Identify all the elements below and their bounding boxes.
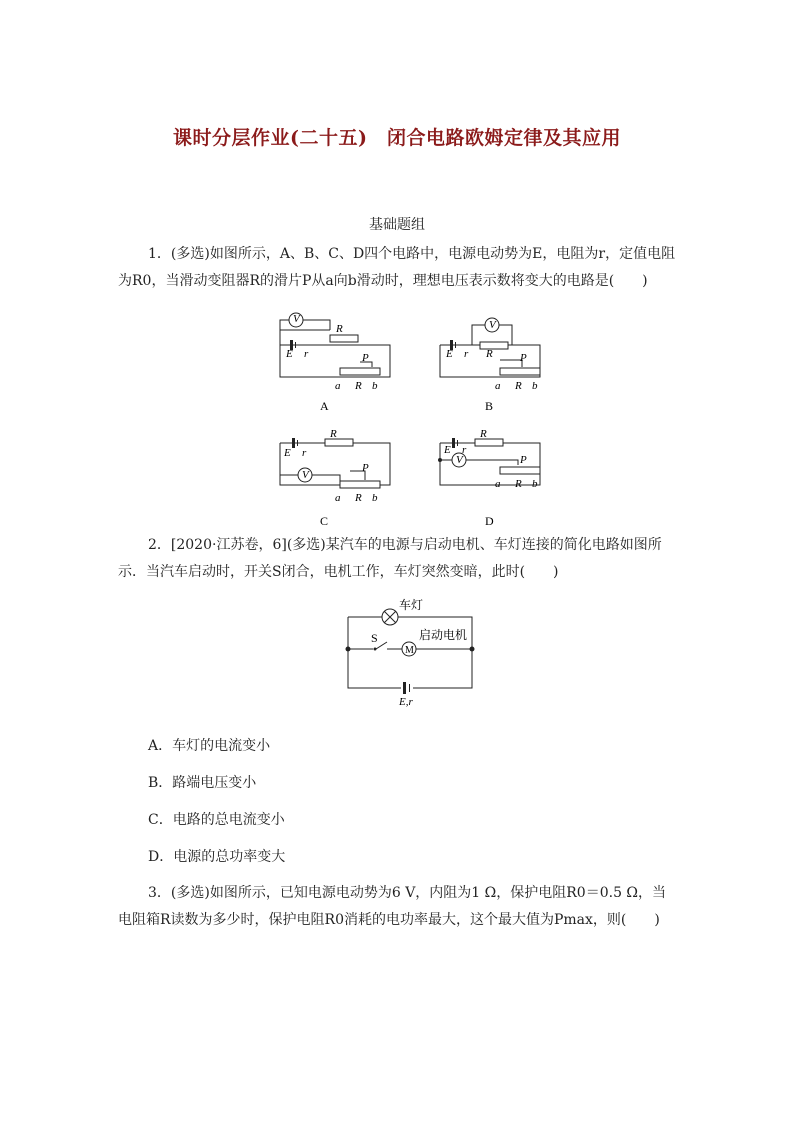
svg-text:E: E: [284, 447, 291, 459]
svg-text:P: P: [520, 454, 527, 466]
svg-text:R: R: [336, 323, 343, 335]
q2-option-d: D．电源的总功率变大: [148, 849, 286, 865]
svg-text:R: R: [330, 428, 337, 440]
svg-text:r: r: [302, 447, 307, 459]
section-heading: 基础题组: [369, 217, 425, 233]
svg-text:E: E: [446, 348, 453, 360]
page-title: 课时分层作业(二十五) 闭合电路欧姆定律及其应用: [173, 127, 621, 149]
svg-text:V: V: [302, 469, 309, 481]
q2-option-c: C．电路的总电流变小: [148, 812, 285, 828]
switch-label: S: [371, 631, 378, 645]
question-2-text: 2．[2020·江苏卷，6](多选)某汽车的电源与启动电机、车灯连接的简化电路如图所示．当汽车启动时，开关S闭合，电机工作，车灯突然变暗，此时( ): [118, 537, 662, 580]
svg-text:b: b: [532, 380, 538, 392]
lamp-label: 车灯: [399, 598, 424, 612]
svg-text:R: R: [515, 380, 522, 392]
svg-text:P: P: [362, 462, 369, 474]
q2-option-b: B．路端电压变小: [148, 775, 257, 791]
svg-text:P: P: [362, 352, 369, 364]
circuit-figure-b: [430, 305, 560, 415]
svg-text:b: b: [532, 478, 538, 490]
svg-text:R: R: [480, 428, 487, 440]
svg-text:b: b: [372, 380, 378, 392]
source-label: E,r: [399, 696, 413, 708]
circuit-figure-c: [270, 425, 400, 535]
question-1-text: 1．(多选)如图所示，A、B、C、D四个电路中，电源电动势为E，电阻为r，定值电阻为R0，当滑动变阻器R的滑片P从a向b滑动时，理想电压表示数将变大的电路是( ): [118, 246, 676, 289]
figure-label-c: C: [320, 514, 329, 528]
motor-symbol: M: [405, 645, 414, 656]
svg-text:E: E: [286, 348, 293, 360]
svg-text:r: r: [462, 444, 467, 456]
circuit-figure-a: [270, 305, 400, 415]
svg-text:a: a: [335, 380, 341, 392]
svg-text:r: r: [304, 348, 309, 360]
car-circuit-figure: [335, 595, 485, 710]
svg-text:P: P: [520, 352, 527, 364]
svg-text:R: R: [355, 380, 362, 392]
svg-text:V: V: [489, 319, 496, 331]
figure-label-d: D: [485, 514, 494, 528]
motor-label: 启动电机: [419, 628, 468, 642]
svg-text:R: R: [355, 492, 362, 504]
svg-text:a: a: [495, 380, 501, 392]
figure-label-b: B: [485, 399, 494, 413]
svg-text:E: E: [444, 444, 451, 456]
svg-text:R: R: [486, 348, 493, 360]
circuit-figure-d: [430, 425, 560, 535]
svg-text:r: r: [464, 348, 469, 360]
svg-text:R: R: [515, 478, 522, 490]
question-3-text: 3．(多选)如图所示，已知电源电动势为6 V，内阻为1 Ω，保护电阻R0＝0.5 Ω，当电阻箱R读数为多少时，保护电阻R0消耗的电功率最大，这个最大值为Pmax，则( ): [118, 885, 667, 928]
svg-text:a: a: [335, 492, 341, 504]
voltmeter-symbol: V: [293, 313, 300, 325]
q2-option-a: A．车灯的电流变小: [148, 738, 271, 754]
svg-text:a: a: [495, 478, 501, 490]
svg-text:V: V: [456, 454, 463, 466]
figure-label-a: A: [320, 399, 329, 413]
svg-text:b: b: [372, 492, 378, 504]
